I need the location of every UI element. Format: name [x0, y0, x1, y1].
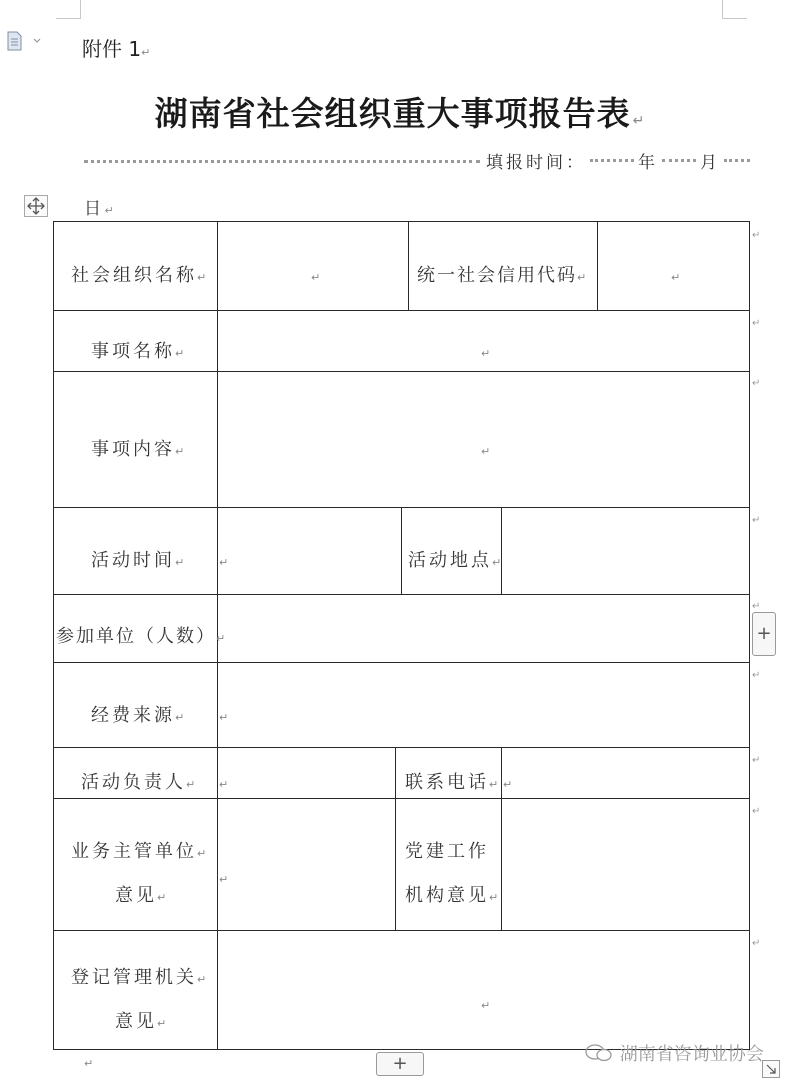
day-blank	[724, 159, 750, 162]
row-end-mark: ↵	[752, 230, 761, 241]
dotted-leader	[84, 160, 480, 163]
row-end-mark: ↵	[752, 755, 761, 766]
page-title: 湖南省社会组织重大事项报告表 ↵	[154, 94, 646, 133]
activity-head-label: 活动负责人↵	[81, 772, 199, 793]
funding-source-value[interactable]: ↵	[219, 711, 232, 724]
crop-mark-top-left	[56, 0, 81, 19]
activity-time-label: 活动时间↵	[91, 550, 188, 571]
row-end-mark: ↵	[752, 318, 761, 329]
credit-code-label: 统一社会信用代码↵	[417, 265, 589, 286]
row-end-mark: ↵	[752, 670, 761, 681]
year-label: 年	[638, 152, 658, 173]
supervisor-opinion-value[interactable]: ↵	[219, 873, 232, 886]
row-end-mark: ↵	[752, 601, 761, 612]
participants-label: 参加单位（人数）↵	[56, 626, 228, 647]
activity-time-value[interactable]: ↵	[219, 556, 232, 569]
party-opinion-line1: 党建工作	[405, 841, 489, 862]
registration-opinion-line2: 意见↵	[115, 1011, 170, 1032]
supervisor-opinion-line2: 意见↵	[115, 885, 170, 906]
activity-head-value[interactable]: ↵	[219, 778, 232, 791]
registration-opinion-value[interactable]: ↵	[481, 999, 494, 1012]
attachment-label: 附件 1↵	[82, 37, 151, 61]
attachment-text: 附件 1	[82, 37, 142, 61]
item-content-label: 事项内容↵	[91, 439, 188, 460]
row-end-mark: ↵	[752, 515, 761, 526]
paragraph-mark: ↵	[84, 1057, 94, 1070]
item-name-label: 事项名称↵	[91, 341, 188, 362]
activity-place-label: 活动地点↵	[408, 550, 505, 571]
org-name-label: 社会组织名称↵	[71, 265, 210, 286]
table-resize-handle[interactable]	[762, 1060, 780, 1078]
document-icon	[4, 30, 44, 52]
fill-time-line	[84, 148, 754, 172]
table-move-handle[interactable]	[24, 195, 48, 217]
move-handle-icon	[25, 196, 47, 216]
document-menu[interactable]	[4, 30, 44, 52]
watermark	[584, 1040, 764, 1066]
watermark-text: 湖南省咨询业协会	[619, 1044, 764, 1065]
add-column-button[interactable]: +	[752, 612, 776, 656]
contact-phone-value[interactable]: ↵	[503, 778, 516, 791]
add-row-button[interactable]: +	[376, 1052, 424, 1076]
wechat-icon	[584, 1043, 614, 1063]
fill-time-label: 填报时间：	[486, 152, 586, 173]
item-name-value[interactable]: ↵	[481, 347, 494, 360]
title-text: 湖南省社会组织重大事项报告表	[154, 94, 631, 133]
day-line: 日 ↵	[84, 199, 114, 219]
month-label: 月	[700, 152, 720, 173]
org-name-value[interactable]: ↵	[311, 271, 324, 284]
month-blank	[662, 159, 696, 162]
party-opinion-line2: 机构意见↵	[405, 885, 502, 906]
row-end-mark: ↵	[752, 378, 761, 389]
row-end-mark: ↵	[752, 938, 761, 949]
registration-opinion-line1: 登记管理机关↵	[71, 967, 210, 988]
report-table	[53, 221, 750, 1050]
supervisor-opinion-line1: 业务主管单位↵	[71, 841, 210, 862]
item-content-value[interactable]: ↵	[481, 445, 494, 458]
funding-source-label: 经费来源↵	[91, 705, 188, 726]
resize-handle-icon	[763, 1061, 779, 1077]
credit-code-value[interactable]: ↵	[671, 271, 684, 284]
year-blank	[590, 159, 634, 162]
contact-phone-label: 联系电话↵	[405, 772, 502, 793]
crop-mark-top-right	[722, 0, 747, 19]
row-end-mark: ↵	[752, 806, 761, 817]
day-label: 日	[84, 199, 101, 219]
